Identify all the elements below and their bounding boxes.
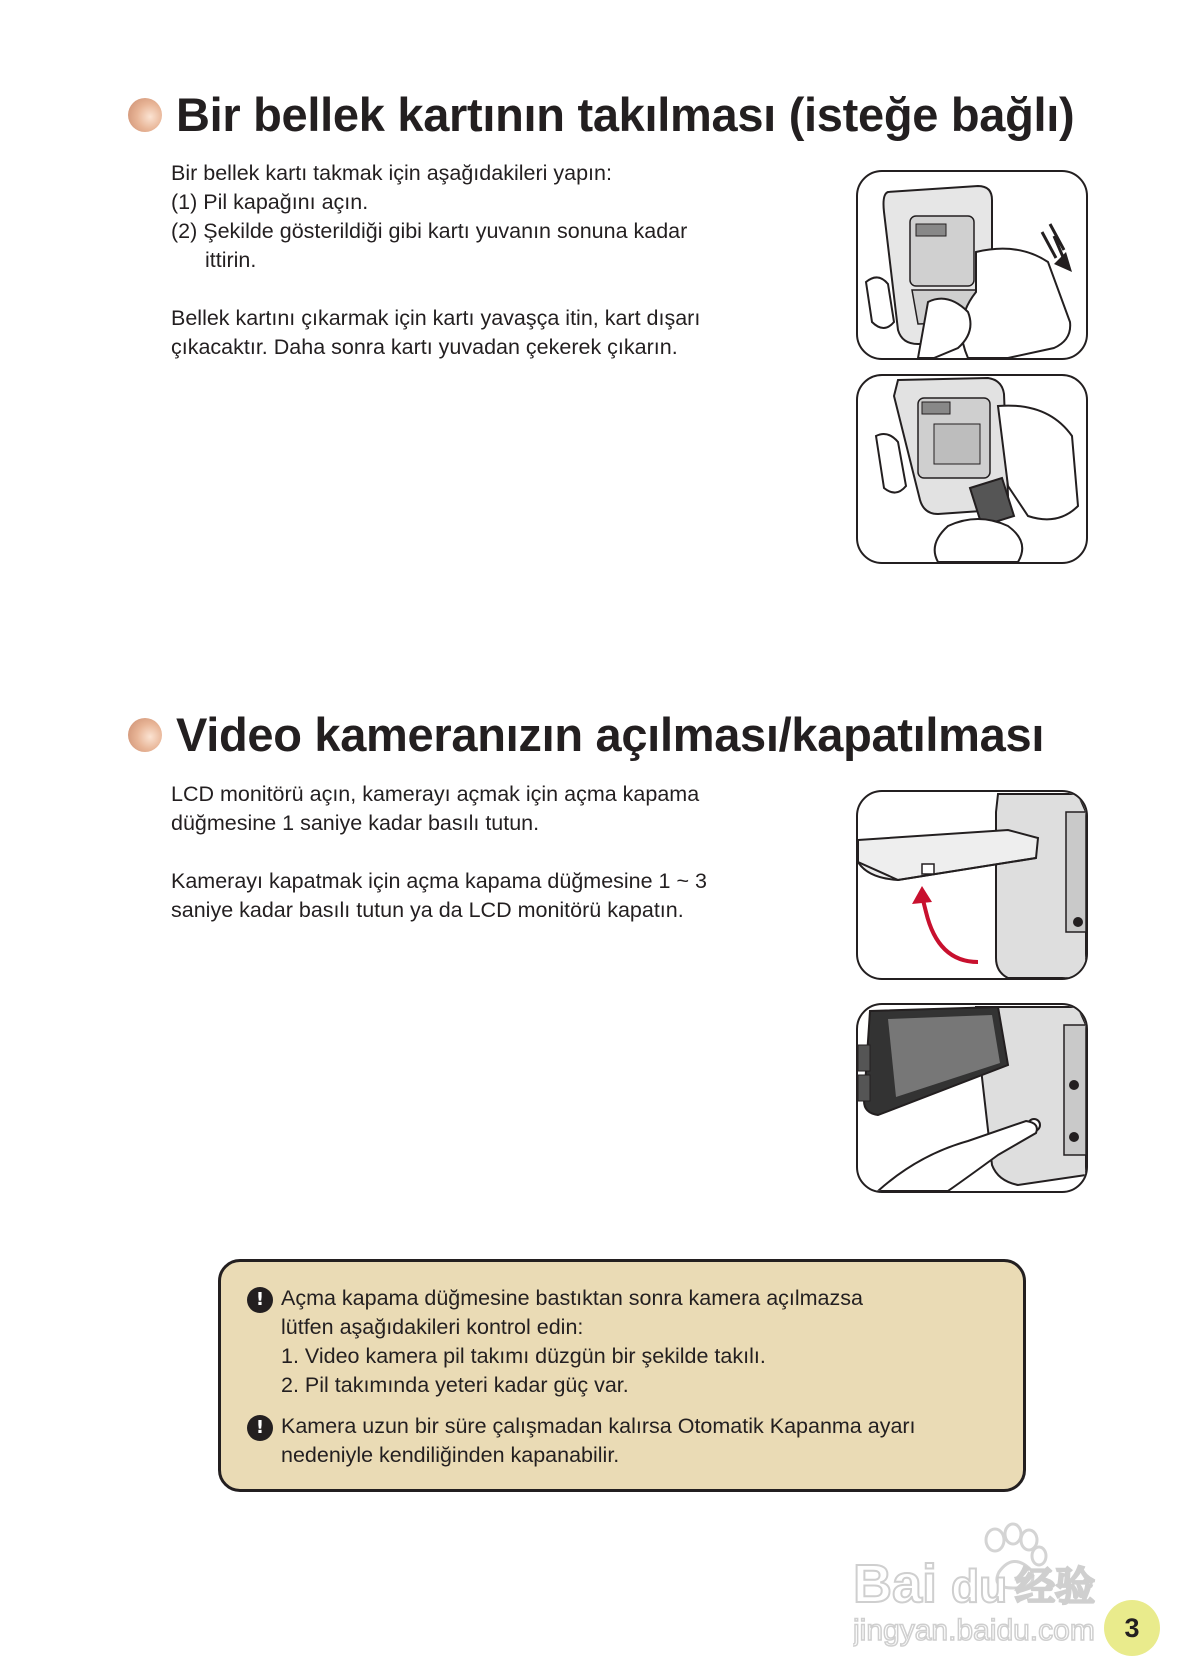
power-off-line2: saniye kadar basılı tutun ya da LCD monitörü kapatın. — [171, 898, 684, 922]
svg-text:jingyan.baidu.com: jingyan.baidu.com — [853, 1614, 1095, 1647]
memory-card-instructions — [171, 159, 791, 362]
memory-card-remove-line2: çıkacaktır. Daha sonra kartı yuvadan çekerek çıkarın. — [171, 335, 678, 359]
baidu-watermark — [853, 1512, 1133, 1652]
note2-line2: nedeniyle kendiliğinden kapanabilir. — [281, 1443, 620, 1467]
svg-text:du: du — [951, 1560, 1008, 1612]
note-power-troubleshooting — [247, 1284, 863, 1400]
memory-card-step-2-line2: ittirin. — [205, 248, 257, 272]
note1-line2: lütfen aşağıdakileri kontrol edin: — [281, 1315, 584, 1339]
power-instructions — [171, 780, 791, 925]
section-title-power-on-off: Video kameranızın açılması/kapatılması — [176, 708, 1045, 761]
illustration-insert-memory-card — [856, 374, 1088, 564]
note1-line1: Açma kapama düğmesine bastıktan sonra kamera açılmazsa — [281, 1286, 863, 1310]
section-bullet-icon — [128, 98, 162, 132]
memory-card-step-2-line1: (2) Şekilde gösterildiği gibi kartı yuvanın sonuna kadar — [171, 219, 688, 243]
svg-text:经验: 经验 — [1015, 1564, 1095, 1610]
section-title-memory-card: Bir bellek kartının takılması (isteğe bağlı) — [176, 88, 1075, 141]
baidu-paw-icon — [853, 1512, 1133, 1652]
svg-text:Bai: Bai — [853, 1554, 938, 1614]
memory-card-remove-line1: Bellek kartını çıkarmak için kartı yavaşça itin, kart dışarı — [171, 306, 701, 330]
note2-line1: Kamera uzun bir süre çalışmadan kalırsa Otomatik Kapanma ayarı — [281, 1414, 916, 1438]
page-number-badge: 3 — [1104, 1600, 1160, 1656]
notes-box — [218, 1259, 1026, 1492]
power-on-line2: düğmesine 1 saniye kadar basılı tutun. — [171, 811, 540, 835]
power-off-line1: Kamerayı kapatmak için açma kapama düğmesine 1 ~ 3 — [171, 869, 707, 893]
illustration-open-lcd-monitor — [856, 790, 1088, 980]
exclamation-icon: ! — [247, 1415, 273, 1441]
memory-card-step-1: (1) Pil kapağını açın. — [171, 190, 369, 214]
section-bullet-icon — [128, 718, 162, 752]
memory-card-intro: Bir bellek kartı takmak için aşağıdakileri yapın: — [171, 161, 612, 185]
note-auto-power-off — [247, 1412, 916, 1470]
illustration-open-battery-cover — [856, 170, 1088, 360]
illustration-press-power-button — [856, 1003, 1088, 1193]
note1-item2: 2. Pil takımında yeteri kadar güç var. — [281, 1373, 629, 1397]
note1-item1: 1. Video kamera pil takımı düzgün bir şekilde takılı. — [281, 1344, 766, 1368]
power-on-line1: LCD monitörü açın, kamerayı açmak için açma kapama — [171, 782, 700, 806]
exclamation-icon: ! — [247, 1287, 273, 1313]
